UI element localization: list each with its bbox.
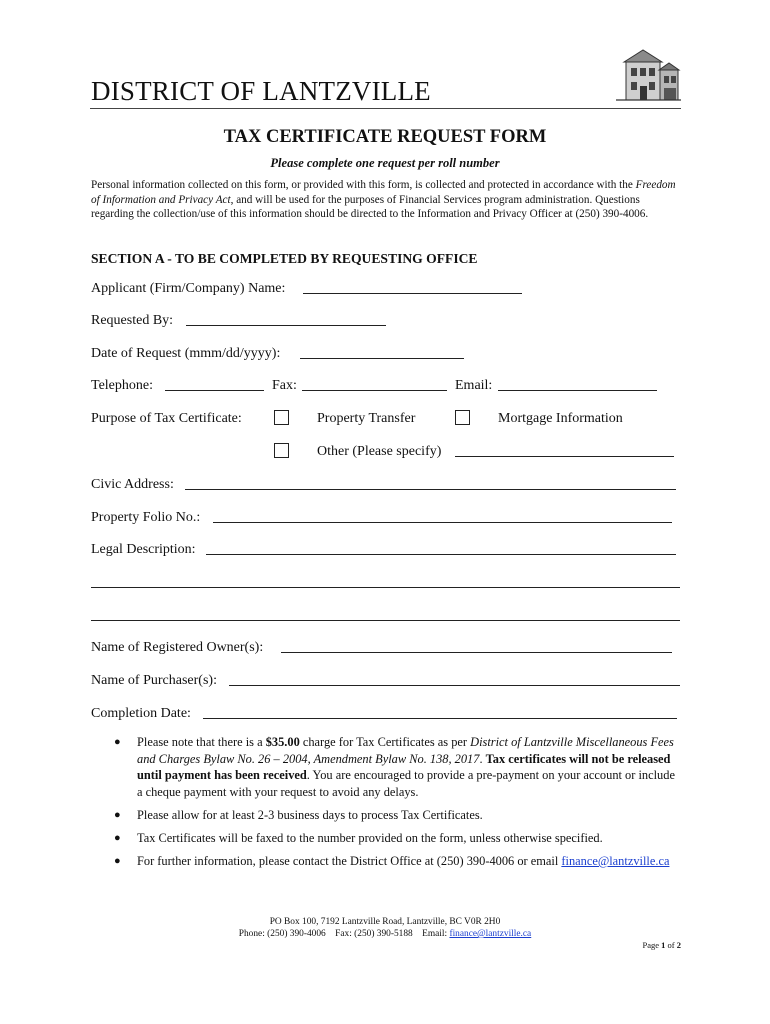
bullet-icon: ● [114,855,121,868]
footer-email-link[interactable]: finance@lantzville.ca [449,929,532,939]
civic-address-input[interactable] [185,489,676,490]
other-label: Other (Please specify) [317,444,442,459]
legal-description-input[interactable] [206,554,676,555]
page-number: Page 1 of 2 [642,940,681,950]
list-item: ● Tax Certificates will be faxed to the number provided on the form, unless otherwise specified. [114,830,603,845]
privacy-notice: Personal information collected on this form, or provided with this form, is collected and protected in accordance with the Freedom of Information and Privacy Act, and will be used for the purposes of Financial Services program administration. Questions regarding the collection/use of this information should be directed to the Information and Privacy Officer at (250) 390-4006. [91,179,676,221]
requested-by-label: Requested By: [91,313,174,328]
list-item: ● For further information, please contact the District Office at (250) 390-4006 or email finance@lantzville.ca [114,854,670,869]
legal-description-line-3[interactable] [91,620,680,621]
email-input[interactable] [498,390,657,391]
purchasers-label: Name of Purchaser(s): [91,673,217,688]
mortgage-checkbox[interactable] [455,410,470,425]
completion-date-input[interactable] [203,718,677,719]
form-title: TAX CERTIFICATE REQUEST FORM [223,127,547,147]
property-transfer-checkbox[interactable] [274,410,289,425]
email-link[interactable]: finance@lantzville.ca [561,854,670,869]
list-item: ● Please allow for at least 2-3 business days to process Tax Certificates. [114,807,483,822]
list-item: ● Please note that there is a $35.00 charge for Tax Certificates as per District of Lantzville Miscellaneous Fees and Charges Bylaw No. 26 – 2004, Amendment Bylaw No. 138, 2017. Tax certificates will not be released until payment has been received. You are encouraged to provide a pre-payment on your account or include a cheque payment with your request to avoid any delays. [114,735,675,799]
owners-label: Name of Registered Owner(s): [91,640,264,655]
district-title: DISTRICT OF LANTZVILLE [91,76,431,106]
folio-label: Property Folio No.: [91,510,201,525]
other-checkbox[interactable] [274,443,289,458]
owners-input[interactable] [281,652,672,653]
civic-address-label: Civic Address: [91,477,174,492]
purpose-label: Purpose of Tax Certificate: [91,411,242,426]
telephone-input[interactable] [165,390,264,391]
section-a-heading: SECTION A - TO BE COMPLETED BY REQUESTING OFFICE [91,251,478,266]
form-subtitle: Please complete one request per roll number [270,156,500,170]
telephone-label: Telephone: [91,378,153,393]
purchasers-input[interactable] [229,685,680,686]
legal-description-line-2[interactable] [91,587,680,588]
property-transfer-label: Property Transfer [317,411,416,426]
footer-contact: Phone: (250) 390-4006 Fax: (250) 390-5188 Email: finance@lantzville.ca [238,929,532,939]
notes-list [91,734,681,876]
fax-label: Fax: [272,378,297,393]
date-input[interactable] [300,358,464,359]
applicant-label: Applicant (Firm/Company) Name: [91,281,286,296]
completion-date-label: Completion Date: [91,706,191,721]
folio-input[interactable] [213,522,672,523]
date-label: Date of Request (mmm/dd/yyyy): [91,346,281,361]
district-building-logo [612,46,682,104]
email-label: Email: [455,378,493,393]
footer-address: PO Box 100, 7192 Lantzville Road, Lantzville, BC V0R 2H0 [269,917,501,927]
applicant-input[interactable] [303,293,522,294]
bullet-icon: ● [114,831,121,844]
mortgage-label: Mortgage Information [498,411,623,426]
requested-by-input[interactable] [186,325,386,326]
header-rule [90,108,681,109]
bullet-icon: ● [114,808,121,821]
other-specify-input[interactable] [455,456,674,457]
fax-input[interactable] [302,390,447,391]
bullet-icon: ● [114,736,121,748]
legal-description-label: Legal Description: [91,542,196,557]
